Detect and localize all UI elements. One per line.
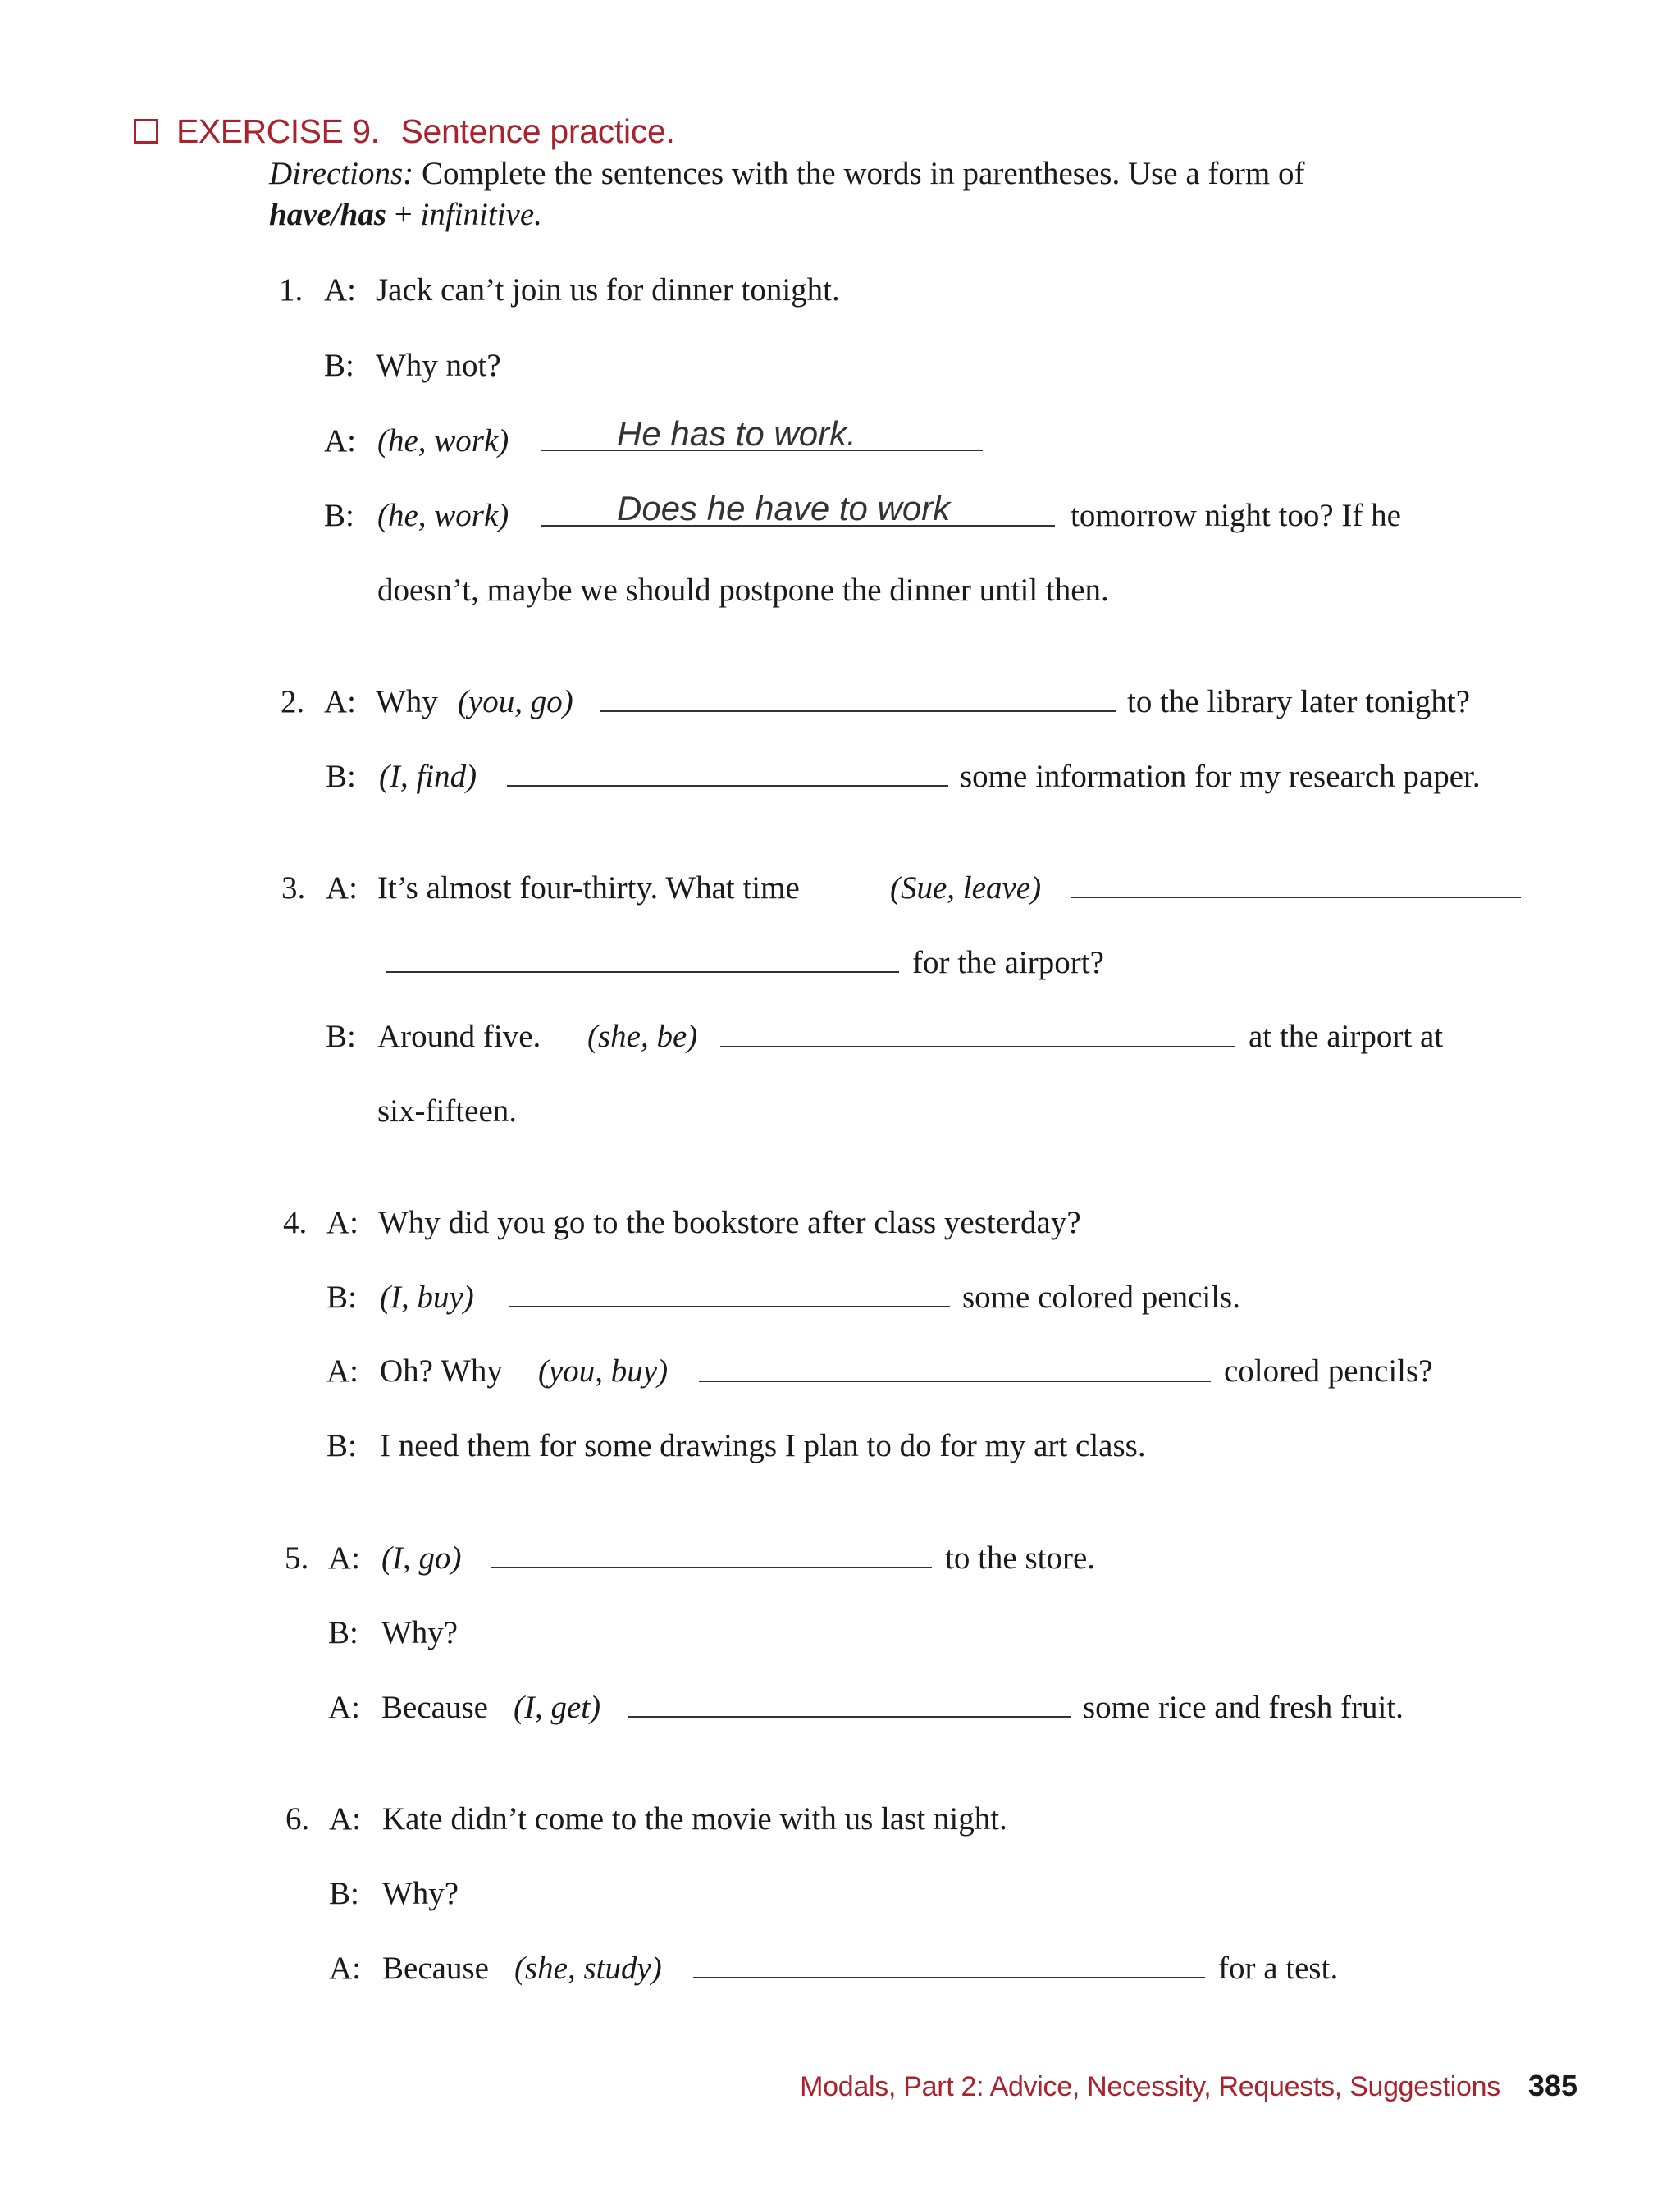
dialogue-text: Why? bbox=[382, 1876, 459, 1911]
speaker-label: A: bbox=[326, 870, 358, 906]
cue-words: (you, buy) bbox=[538, 1353, 669, 1389]
item-number: 1. bbox=[279, 272, 304, 308]
chapter-title: Modals, Part 2: Advice, Necessity, Requests, Suggestions bbox=[800, 2071, 1500, 2102]
directions-label: Directions: bbox=[269, 156, 414, 191]
dialogue-text: Oh? Why bbox=[380, 1353, 503, 1389]
exercise-title: Sentence practice. bbox=[400, 112, 675, 150]
item-number: 4. bbox=[283, 1205, 308, 1240]
answer-blank[interactable] bbox=[699, 1381, 1211, 1382]
dialogue-text: Around five. bbox=[377, 1019, 541, 1054]
cue-words: (she, study) bbox=[514, 1951, 662, 1986]
exercise-label: EXERCISE 9. bbox=[176, 112, 380, 150]
answer-blank[interactable] bbox=[720, 1046, 1235, 1047]
directions-bold: have/has bbox=[269, 197, 387, 232]
dialogue-text: Jack can’t join us for dinner tonight. bbox=[376, 272, 840, 308]
cue-words: (Sue, leave) bbox=[890, 870, 1042, 906]
directions-text: Complete the sentences with the words in parentheses. Use a form of bbox=[421, 156, 1305, 191]
dialogue-text: to the library later tonight? bbox=[1127, 684, 1471, 719]
page-number: 385 bbox=[1527, 2069, 1577, 2102]
filled-answer: He has to work. bbox=[617, 414, 856, 453]
speaker-label: A: bbox=[328, 1540, 360, 1576]
answer-blank[interactable] bbox=[491, 1567, 932, 1568]
dialogue-text: at the airport at bbox=[1249, 1019, 1444, 1054]
cue-words: (he, work) bbox=[377, 498, 509, 533]
dialogue-text: I need them for some drawings I plan to do for my art class. bbox=[380, 1428, 1146, 1463]
speaker-label: B: bbox=[328, 1615, 358, 1650]
checkbox-icon[interactable] bbox=[134, 119, 158, 144]
cue-words: (you, go) bbox=[458, 684, 573, 719]
dialogue-text: Because bbox=[382, 1951, 489, 1986]
answer-blank[interactable] bbox=[693, 1977, 1205, 1978]
dialogue-text: some rice and fresh fruit. bbox=[1083, 1690, 1404, 1725]
directions-plus: + bbox=[386, 197, 421, 232]
dialogue-text: for a test. bbox=[1218, 1951, 1339, 1986]
dialogue-text: for the airport? bbox=[912, 945, 1104, 980]
item-number: 3. bbox=[281, 870, 306, 906]
speaker-label: B: bbox=[329, 1876, 359, 1911]
dialogue-text: Because bbox=[381, 1690, 488, 1725]
speaker-label: B: bbox=[326, 1280, 357, 1315]
speaker-label: A: bbox=[324, 272, 356, 308]
answer-blank[interactable] bbox=[541, 525, 1055, 527]
speaker-label: B: bbox=[326, 759, 356, 794]
dialogue-text: to the store. bbox=[945, 1540, 1096, 1576]
answer-blank[interactable] bbox=[386, 971, 899, 973]
speaker-label: B: bbox=[324, 348, 354, 383]
cue-words: (I, buy) bbox=[380, 1280, 474, 1315]
speaker-label: A: bbox=[329, 1801, 361, 1837]
item-number: 2. bbox=[281, 684, 305, 719]
cue-words: (I, go) bbox=[381, 1540, 462, 1576]
dialogue-text: Why not? bbox=[376, 348, 501, 383]
dialogue-text: six-fifteen. bbox=[377, 1093, 518, 1129]
dialogue-text: Why did you go to the bookstore after class yesterday? bbox=[378, 1205, 1081, 1240]
dialogue-text: Why bbox=[376, 684, 438, 719]
dialogue-text: some information for my research paper. bbox=[960, 759, 1481, 794]
speaker-label: A: bbox=[326, 1205, 358, 1240]
speaker-label: A: bbox=[328, 1690, 360, 1725]
answer-blank[interactable] bbox=[507, 785, 948, 787]
exercise-header bbox=[134, 105, 675, 157]
speaker-label: B: bbox=[326, 1428, 357, 1463]
dialogue-text: Why? bbox=[381, 1615, 459, 1650]
speaker-label: A: bbox=[326, 1353, 358, 1389]
cue-words: (he, work) bbox=[377, 423, 509, 459]
answer-blank[interactable] bbox=[1071, 897, 1521, 898]
directions-line-2 bbox=[269, 199, 542, 230]
page-footer bbox=[800, 2069, 1577, 2103]
answer-blank[interactable] bbox=[509, 1306, 950, 1307]
dialogue-text: tomorrow night too? If he bbox=[1071, 498, 1401, 533]
item-number: 6. bbox=[285, 1801, 310, 1837]
speaker-label: A: bbox=[329, 1951, 361, 1986]
dialogue-text: Kate didn’t come to the movie with us last night. bbox=[382, 1801, 1007, 1837]
speaker-label: B: bbox=[324, 498, 354, 533]
speaker-label: A: bbox=[324, 423, 356, 459]
filled-answer: Does he have to work bbox=[617, 489, 951, 527]
answer-blank[interactable] bbox=[541, 450, 983, 451]
cue-words: (she, be) bbox=[587, 1019, 698, 1054]
cue-words: (I, find) bbox=[379, 759, 477, 794]
cue-words: (I, get) bbox=[514, 1690, 601, 1725]
dialogue-text: doesn’t, maybe we should postpone the dinner until then. bbox=[377, 573, 1109, 608]
directions-line-1 bbox=[269, 157, 1304, 189]
answer-blank[interactable] bbox=[600, 710, 1116, 712]
dialogue-text: some colored pencils. bbox=[962, 1280, 1240, 1315]
dialogue-text: colored pencils? bbox=[1224, 1353, 1433, 1389]
speaker-label: A: bbox=[324, 684, 356, 719]
item-number: 5. bbox=[285, 1540, 309, 1576]
directions-italic: infinitive. bbox=[420, 197, 542, 232]
answer-blank[interactable] bbox=[628, 1716, 1071, 1718]
speaker-label: B: bbox=[326, 1019, 356, 1054]
dialogue-text: It’s almost four-thirty. What time bbox=[377, 870, 800, 906]
